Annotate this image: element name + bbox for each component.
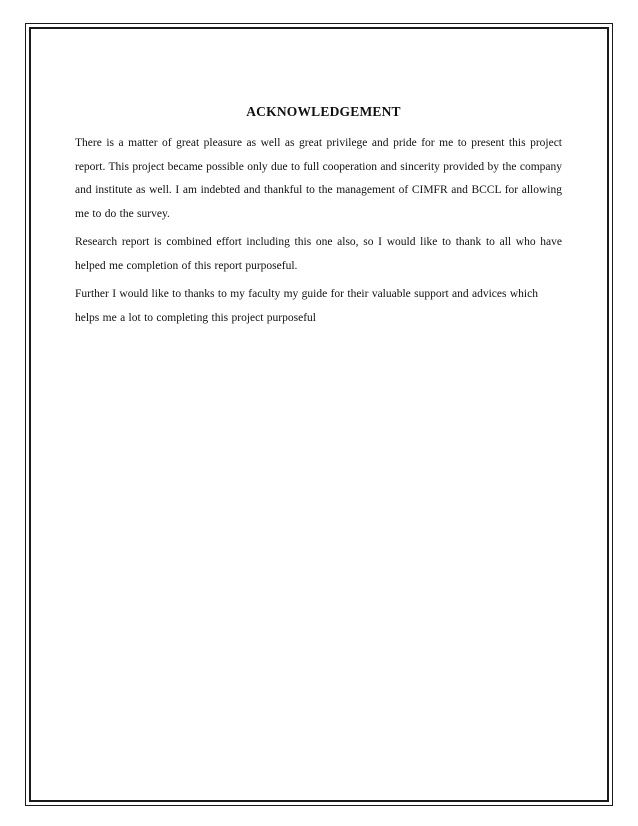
paragraph-3: Further I would like to thanks to my faculty my guide for their valuable support and advices which helps me a lot to completing this project purposeful [75, 288, 538, 324]
paragraph-2: Research report is combined effort including this one also, so I would like to thank to all who have helped me completion of this report purposeful. [75, 236, 562, 272]
page-title: ACKNOWLEDGEMENT [246, 104, 401, 119]
paragraph-1: There is a matter of great pleasure as well as great privilege and pride for me to present this project report. This project became possible only due to full cooperation and sincerity provided by the company and institute as well. I am indebted and thankful to the management of CIMFR and BCCL for allowing me to do the survey. [75, 137, 562, 220]
document-body [75, 104, 562, 335]
